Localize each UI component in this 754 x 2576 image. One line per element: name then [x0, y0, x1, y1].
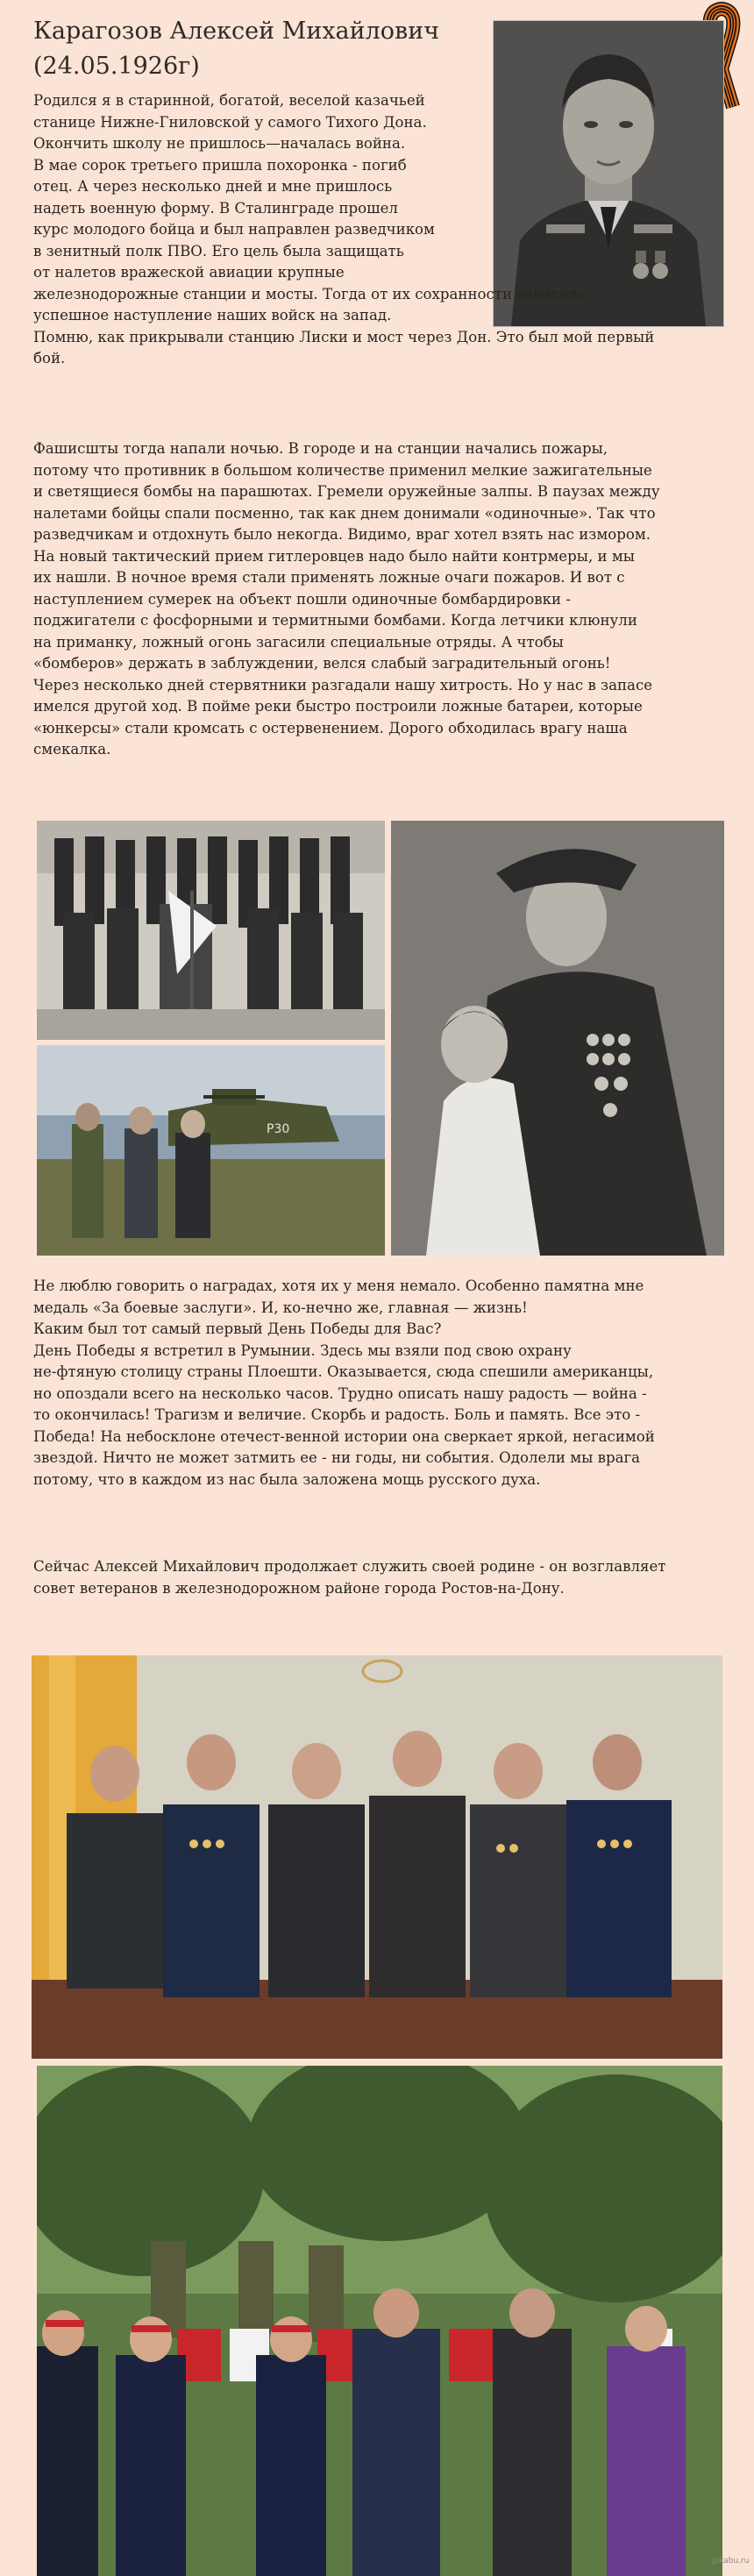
veteran-with-child-photo [391, 821, 724, 1256]
paragraph-victory-day: Не люблю говорить о наградах, хотя их у меня немало. Особенно памятна мне медаль «За боевые заслуги». И, ко-нечно же, главная — жизнь! Каким был тот самый первый День Победы для Вас? День Победы я встретил в Румынии. Здесь мы взяли под свою охрану не-фтяную столицу страны Плоешти. Оказывается, сюда спешили американцы, но опоздали всего на несколько часов. Трудно описать нашу радость — война - то окончилась! Трагизм и величие. Скорбь и радость. Боль и память. Все это - Победа! На небосклоне отечест-венной истории она сверкает яркой, негасимой звездой. Ничто не может затмить ее - ни годы, ни события. Одолели мы врага потому, что в каждом из нас была заложена мощь русского духа. [33, 1277, 655, 1488]
birth-date: (24.05.1926г) [33, 53, 200, 80]
field-photo-armored-vehicle [37, 1045, 385, 1256]
paragraph-childhood: Родился я в старинной, богатой, веселой казачьей станице Нижне-Гниловской у самого Тихого Дона. Окончить школу не пришлось—началась война. В мае сорок третьего пришла похоронка - погиб отец. А через несколько дней и мне пришлось надеть военную форму. В Сталинграде прошел курс молодого бойца и был направлен разведчиком в зенитный полк ПВО. Его цель была защищать от налетов вражеской авиации крупные железнодорожные станции и мосты. Тогда от их сохранности зависело успешное наступление наших войск на запад. Помню, как прикрывали станцию Лиски и мост через Дон. Это был мой первый бой. [33, 92, 655, 366]
group-photo-cadets [37, 821, 385, 1040]
veteran-name: Карагозов Алексей Михайлович [33, 18, 440, 45]
vehicle-marking: P30 [267, 1122, 290, 1136]
watermark: pikabu.ru [712, 2557, 750, 2565]
paragraph-present: Сейчас Алексей Михайлович продолжает служить своей родине - он возглавляет совет ветеранов в железнодорожном районе города Ростов-на-Дону. [33, 1558, 666, 1597]
paragraph-night-attack: Фашисшты тогда напали ночью. В городе и на станции начались пожары, потому что противник в большом количестве применил мелкие зажигательные и светящиеся бомбы на парашютах. Гремели оружейные залпы. В паузах между налетами бойцы спали посменно, так как днем донимали «одиночные». Так что разведчикам и отдохнуть было некогда. Видимо, враг хотел взять нас измором. На новый тактический прием гитлеровцев надо было найти контрмеры, и мы их нашли. В ночное время стали применять ложные очаги пожаров. И вот с наступлением сумерек на объект пошли одиночные бомбардировки - поджигатели с фосфорными и термитными бомбами. Когда летчики клюнули на приманку, ложный огонь загасили специальные отряды. А чтобы «бомберов» держать в заблуждении, велся слабый заградительный огонь! Через несколько дней стервятники разгадали нашу хитрость. Но у нас в запасе имелся другой ход. В пойме реки быстро построили ложные батареи, которые «юнкерсы» стали кромсать с остервенением. Дорого обходилась врагу наша смекалка. [33, 440, 660, 758]
veterans-with-cadets-outdoor-photo [37, 2066, 722, 2576]
veterans-seated-photo [32, 1655, 722, 2059]
page-title [33, 14, 472, 84]
